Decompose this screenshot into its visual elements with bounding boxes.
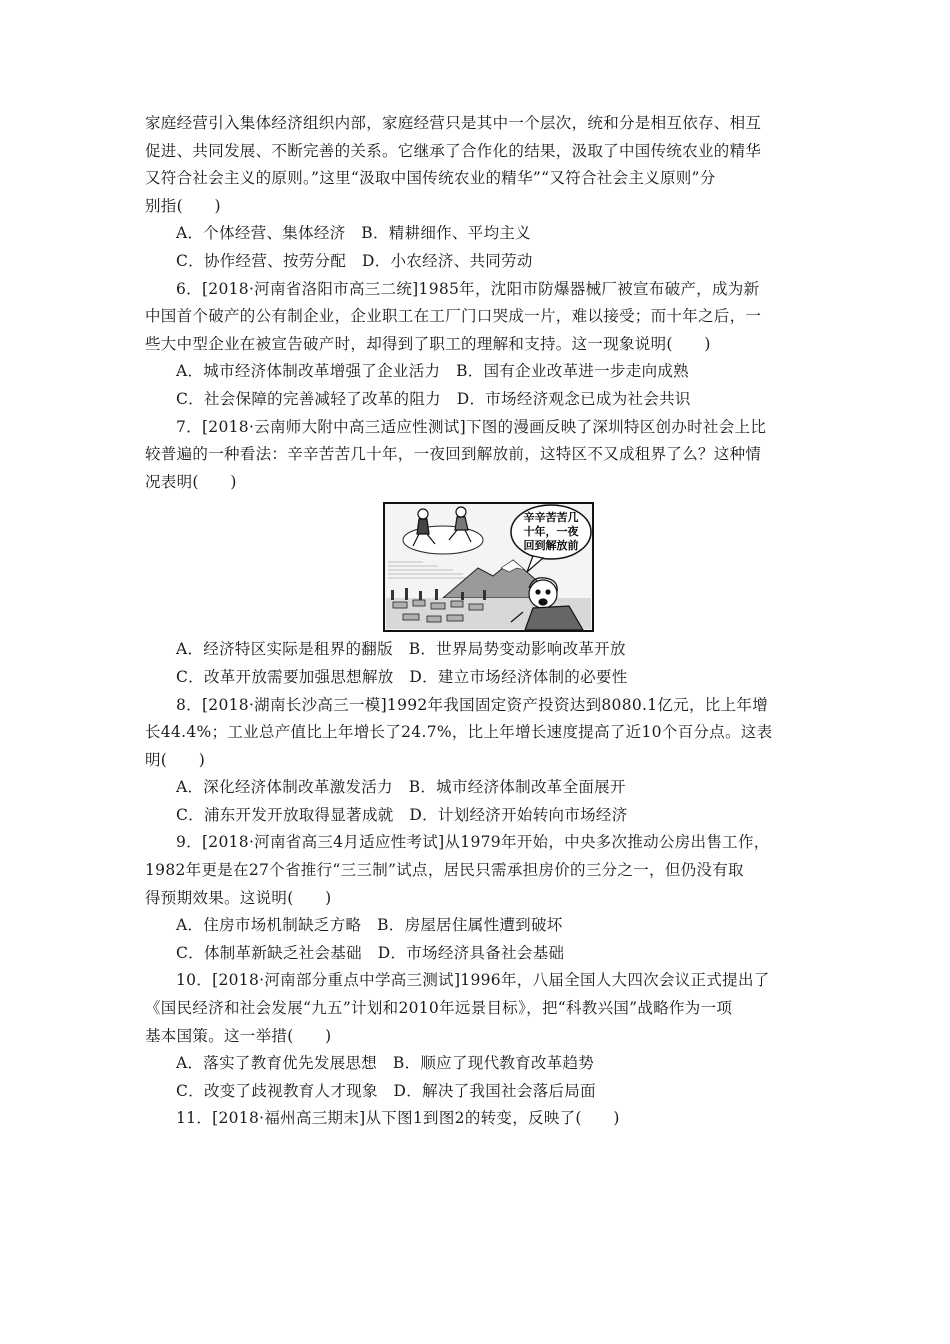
option-line: C．体制革新缺乏社会基础 D．市场经济具备社会基础 [176,943,565,962]
stem-line: 7．[2018·云南师大附中高三适应性测试]下图的漫画反映了深圳特区创办时社会上比 [176,417,767,436]
question-10 [145,967,810,1105]
option-line: A．落实了教育优先发展思想 B．顺应了现代教育改革趋势 [176,1054,595,1073]
stem-line: 促进、共同发展、不断完善的关系。它继承了合作化的结果，汲取了中国传统农业的精华 [145,141,762,160]
option-line: C．改变了歧视教育人才现象 D．解决了我国社会落后局面 [176,1081,596,1100]
stem-line: 《国民经济和社会发展“九五”计划和2010年远景目标》，把“科教兴国”战略作为一项 [145,999,733,1018]
stem-line: 况表明( ) [145,472,237,491]
stem-line: 1982年更是在27个省推行“三三制”试点，居民只需承担房价的三分之一，但仍没有取 [145,861,744,880]
option-line: A．城市经济体制改革增强了企业活力 B．国有企业改革进一步走向成熟 [176,362,689,381]
bubble-text-line: 辛辛苦苦几 [523,511,579,525]
stem-line: 8．[2018·湖南长沙高三一模]1992年我国固定资产投资达到8080.1亿元，比上年增 [176,695,769,714]
question-11 [145,1105,810,1133]
stem-line: 11．[2018·福州高三期末]从下图1到图2的转变，反映了( ) [176,1109,620,1128]
question-7 [145,414,810,692]
stem-line: 较普遍的一种看法：辛辛苦苦几十年，一夜回到解放前，这特区不又成租界了么？这种情 [145,445,762,464]
exam-page [145,110,810,1133]
question-9 [145,829,810,967]
option-line: C．改革开放需要加强思想解放 D．建立市场经济体制的必要性 [176,667,628,686]
stem-line: 10．[2018·河南部分重点中学高三测试]1996年，八届全国人大四次会议正式提出了 [176,971,770,990]
option-line: C．浦东开发开放取得显著成就 D．计划经济开始转向市场经济 [176,805,628,824]
option-line: A．经济特区实际是租界的翻版 B．世界局势变动影响改革开放 [176,640,626,659]
question-8 [145,692,810,830]
stem-line: 些大中型企业在被宣告破产时，却得到了职工的理解和支持。这一现象说明( ) [145,334,711,353]
question-5-options [145,220,810,275]
stem-line: 家庭经营引入集体经济组织内部，家庭经营只是其中一个层次，统和分是相互依存、相互 [145,114,762,132]
stem-line: 别指( ) [145,196,221,215]
bubble-text-line: 十年，一夜 [523,525,579,539]
stem-line: 得预期效果。这说明( ) [145,888,332,907]
stem-line: 又符合社会主义的原则。”这里“汲取中国传统农业的精华”“又符合社会主义原则”分 [145,169,716,188]
stem-line: 基本国策。这一举措( ) [145,1026,332,1045]
stem-line: 9．[2018·河南省高三4月适应性考试]从1979年开始，中央多次推动公房出售工作， [176,833,770,852]
stem-line: 明( ) [145,750,206,769]
stem-line: 6．[2018·河南省洛阳市高三二统]1985年，沈阳市防爆器械厂被宣布破产，成为新 [176,279,760,298]
option-line: C．社会保障的完善减轻了改革的阻力 D．市场经济观念已成为社会共识 [176,389,691,408]
question-5-stem [145,110,810,220]
stem-line: 中国首个破产的公有制企业，企业职工在工厂门口哭成一片，难以接受；而十年之后，一 [145,307,762,326]
option-line: A．个体经营、集体经济 B．精耕细作、平均主义 [176,224,531,243]
cartoon-illustration [383,502,594,632]
stem-line: 长44.4%；工业总产值比上年增长了24.7%，比上年增长速度提高了近10个百分点。这表 [145,723,773,742]
cartoon-figure [383,502,594,632]
option-line: A．住房市场机制缺乏方略 B．房屋居住属性遭到破坏 [176,916,563,935]
question-6 [145,276,810,414]
option-line: A．深化经济体制改革激发活力 B．城市经济体制改革全面展开 [176,778,626,797]
option-line: C．协作经营、按劳分配 D．小农经济、共同劳动 [176,251,533,270]
bubble-text-line: 回到解放前 [523,539,579,553]
